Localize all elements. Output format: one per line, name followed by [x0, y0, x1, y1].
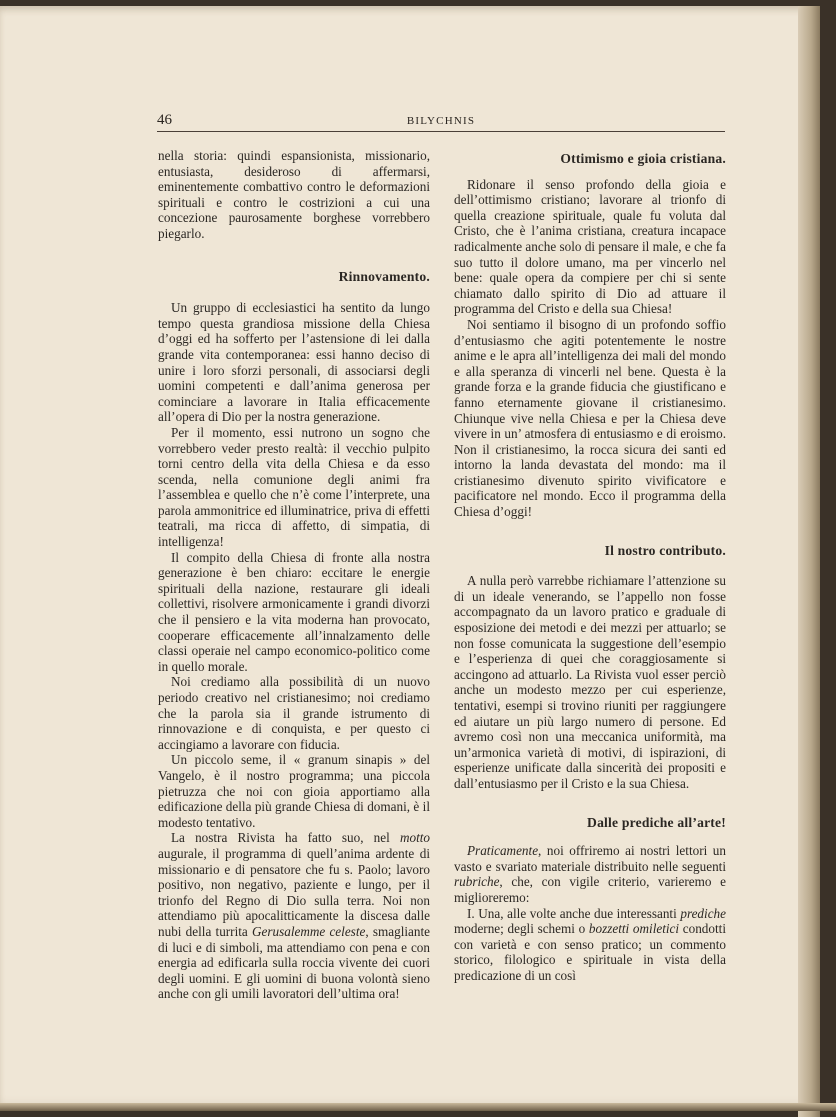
italic-term: prediche [680, 906, 726, 921]
journal-title: BILYCHNIS [157, 115, 725, 127]
page-edge [798, 6, 820, 1117]
header-rule [157, 131, 725, 132]
section-heading-rinnovamento: Rinnovamento. [158, 269, 430, 285]
section-heading-prediche: Dalle prediche all’arte! [454, 815, 726, 831]
paragraph: Un gruppo di ecclesiastici ha sentito da lungo tempo questa grandiosa missione della Chiesa d’oggi ed ha sofferto per l’astensione di lei dalla grande vita contemporanea: essi hanno deciso di unire i loro sforzi personali, di associarsi degli uomini competenti e dall’anima generosa per cominciare a lavorare in Italia efficacemente all’opera di Dio per la nostra generazione. [158, 300, 430, 425]
italic-term: bozzetti omiletici [589, 921, 679, 936]
paragraph: nella storia: quindi espansionista, missionario, entusiasta, desideroso di affermarsi, eminentemente combattivo contro le deformazioni spirituali e contro le costrizioni a cui una concezione paurosamente borghese vorrebbero piegarlo. [158, 148, 430, 242]
paragraph: Noi sentiamo il bisogno di un profondo soffio d’entusiasmo che agiti potentemente le nostre anime e le apra all’intelligenza dei mali del mondo e alla speranza di vincerli nel bene. Questa è la grande forza e la grande fiducia che giustificano e fanno eternamente giovane il cristianesimo. Chiunque vive nella Chiesa e per la Chiesa deve vivere in un’ atmosfera di entusiasmo e di eroismo. Non il cristianesimo, la rocca sicura dei santi ed intorno la landa devastata del mondo: ma il cristianesimo divenuto spirito vivificatore e pacificatore nel mondo. Ecco il programma della Chiesa d’oggi! [454, 317, 726, 520]
italic-term: motto [400, 830, 430, 845]
section-heading-contributo: Il nostro contributo. [454, 543, 726, 559]
italic-term: rubriche [454, 874, 499, 889]
running-header [157, 112, 725, 130]
paragraph: Praticamente, noi offriremo ai nostri lettori un vasto e svariato materiale distribuito nelle seguenti rubriche, che, con vigile criterio, varieremo e miglioreremo: [454, 843, 726, 905]
paragraph: Noi crediamo alla possibilità di un nuovo periodo creativo nel cristianesimo; noi crediamo che la parola sia il grande istrumento di rinnovazione e di conquista, e per questo ci accingiamo a lavorare con fiducia. [158, 674, 430, 752]
paragraph: Un piccolo seme, il « granum sinapis » del Vangelo, è il nostro programma; una piccola pietruzza che noi con gioia apportiamo alla edificazione della più grande Chiesa di domani, è il modesto tentativo. [158, 752, 430, 830]
paragraph: Per il momento, essi nutrono un sogno che vorrebbero veder presto realtà: il vecchio pulpito torni centro della vita della Chiesa e da esso scenda, nella comunione degli animi fra l’assemblea e quello che n’è come l’interprete, una parola ammonitrice ed illuminatrice, priva di effetti teatrali, ma ricca di affetto, di simpatia, di intelligenza! [158, 425, 430, 550]
italic-term: Gerusalemme celeste [252, 924, 365, 939]
paragraph: A nulla però varrebbe richiamare l’attenzione su di un ideale venerando, se l’appello non fosse accompagnato da un lavoro pratico e graduale di esposizione dei metodi e dei mezzi per attuarlo; se non fosse comunicata la suggestione dell’esempio e l’esperienza di quei che coraggiosamente si accingono ad attuarlo. La Rivista vuol esser perciò anche un modesto mezzo per cui esperienze, tentativi, esempi si trovino riuniti per raggiungere ed aiutare un più largo numero di persone. Ed avremo così non una meccanica uniformità, ma un’armonica varietà di motivi, di ispirazioni, di esperienze unificate dalla sincerità dei propositi e dall’entusiasmo per il Cristo e la sua Chiesa. [454, 573, 726, 791]
left-column [158, 148, 430, 1002]
section-heading-ottimismo: Ottimismo e gioia cristiana. [454, 151, 726, 167]
page-bottom-edge [0, 1103, 836, 1111]
paragraph: I. Una, alle volte anche due interessanti prediche moderne; degli schemi o bozzetti omiletici condotti con varietà e con senso pratico; un commento storico, filologico e spirituale in vista della predicazione di un così [454, 906, 726, 984]
right-column [454, 148, 726, 984]
paragraph: Ridonare il senso profondo della gioia e dell’ottimismo cristiano; lavorare al trionfo di quella creazione spirituale, quale fu voluta dal Cristo, che è l’anima cristiana, creatura incapace radicalmente anche solo di pensare il male, e che fa suo tutto il dolore umano, ma per vincerlo nel bene: quale opera da compiere per chi si sente chiamato dallo spirito di Dio ad attuare il programma del Cristo e della sua Chiesa! [454, 177, 726, 317]
paragraph: Il compito della Chiesa di fronte alla nostra generazione è ben chiaro: eccitare le energie spirituali della nazione, restaurare gli ideali collettivi, risolvere armonicamente i grandi divorzi che il pensiero e la vita moderna han provocato, cooperare efficacemente all’innalzamento delle classi operaie nel campo economico-politico come in quello morale. [158, 550, 430, 675]
page-number: 46 [157, 112, 172, 129]
paragraph: La nostra Rivista ha fatto suo, nel motto augurale, il programma di quell’anima ardente di missionario e di pensatore che fu s. Paolo; lavoro positivo, non negativo, paziente e lungo, per il trionfo del Regno di Dio sulla terra. Noi non attendiamo più apocalitticamente la discesa dalle nubi della turrita Gerusalemme celeste, smagliante di luci e di simboli, ma attendiamo con pena e con energia ad edificarla sulla roccia vivente dei cuori degli uomini. E gli uomini di buona volontà sieno anche con gli umili lavoratori dell’ultima ora! [158, 830, 430, 1002]
italic-term: Praticamente [467, 843, 538, 858]
